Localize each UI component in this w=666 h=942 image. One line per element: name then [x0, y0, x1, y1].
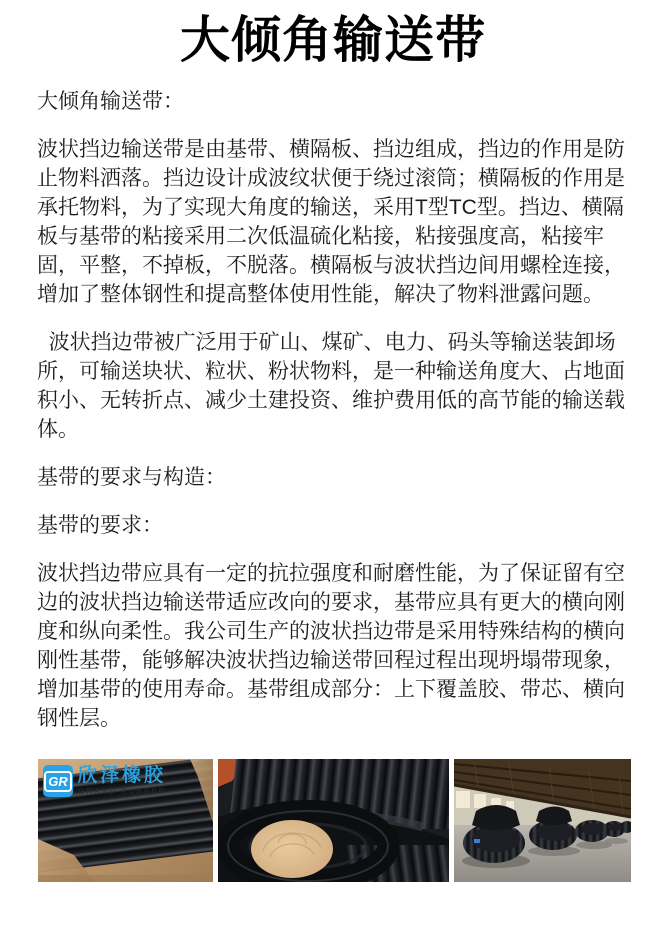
gr-logo-icon	[43, 765, 73, 797]
heading-base-belt-requirements-structure: 基带的要求与构造：	[37, 466, 226, 489]
warehouse-illustration	[454, 759, 631, 882]
brand-name-cn: 欣泽橡胶	[78, 765, 167, 786]
intro-label: 大倾角输送带：	[37, 90, 184, 113]
heading-base-belt-requirements: 基带的要求：	[37, 514, 163, 537]
product-photo-warehouse	[454, 759, 631, 882]
paragraph-base-belt-details: 波状挡边带应具有一定的抗拉强度和耐磨性能，为了保证留有空边的波状挡边输送带适应改向的要求，基带应具有更大的横向刚度和纵向柔性。我公司生产的波状挡边带是采用特殊结构的横向刚性基带，能够解决波状挡边输送带回程过程出现坍塌带现象，增加基带的使用寿命。基带组成部分：上下覆盖胶、带芯、横向钢性层。	[37, 562, 625, 730]
paragraph-applications: 波状挡边带被广泛用于矿山、煤矿、电力、码头等输送装卸场所，可输送块状、粒状、粉状物料，是一种输送角度大、占地面积小、无转折点、减少土建投资、维护费用低的高节能的输送载体。	[37, 331, 625, 441]
product-photo-sidewall-belt	[38, 759, 213, 882]
paragraph-belt-composition: 波状挡边输送带是由基带、横隔板、挡边组成，挡边的作用是防止物料洒落。挡边设计成波纹状便于绕过滚筒；横隔板的作用是承托物料，为了实现大角度的输送，采用T型TC型。挡边、横隔板与基带的粘接采用二次低温硫化粘接，粘接强度高，粘接牢固，平整，不掉板，不脱落。横隔板与波状挡边间用螺栓连接，增加了整体钢性和提高整体使用性能，解决了物料泄露问题。	[37, 138, 625, 306]
gr-logo-abbr: GR	[44, 771, 72, 792]
product-photo-belt-loop	[218, 759, 449, 882]
article-body	[0, 87, 666, 733]
product-photo-row	[0, 759, 666, 882]
brand-name-en: GRAND RUBBER	[78, 787, 167, 796]
brand-logo	[43, 765, 166, 797]
belt-loop-illustration	[218, 759, 449, 882]
page-title: 大倾角输送带	[180, 12, 486, 68]
